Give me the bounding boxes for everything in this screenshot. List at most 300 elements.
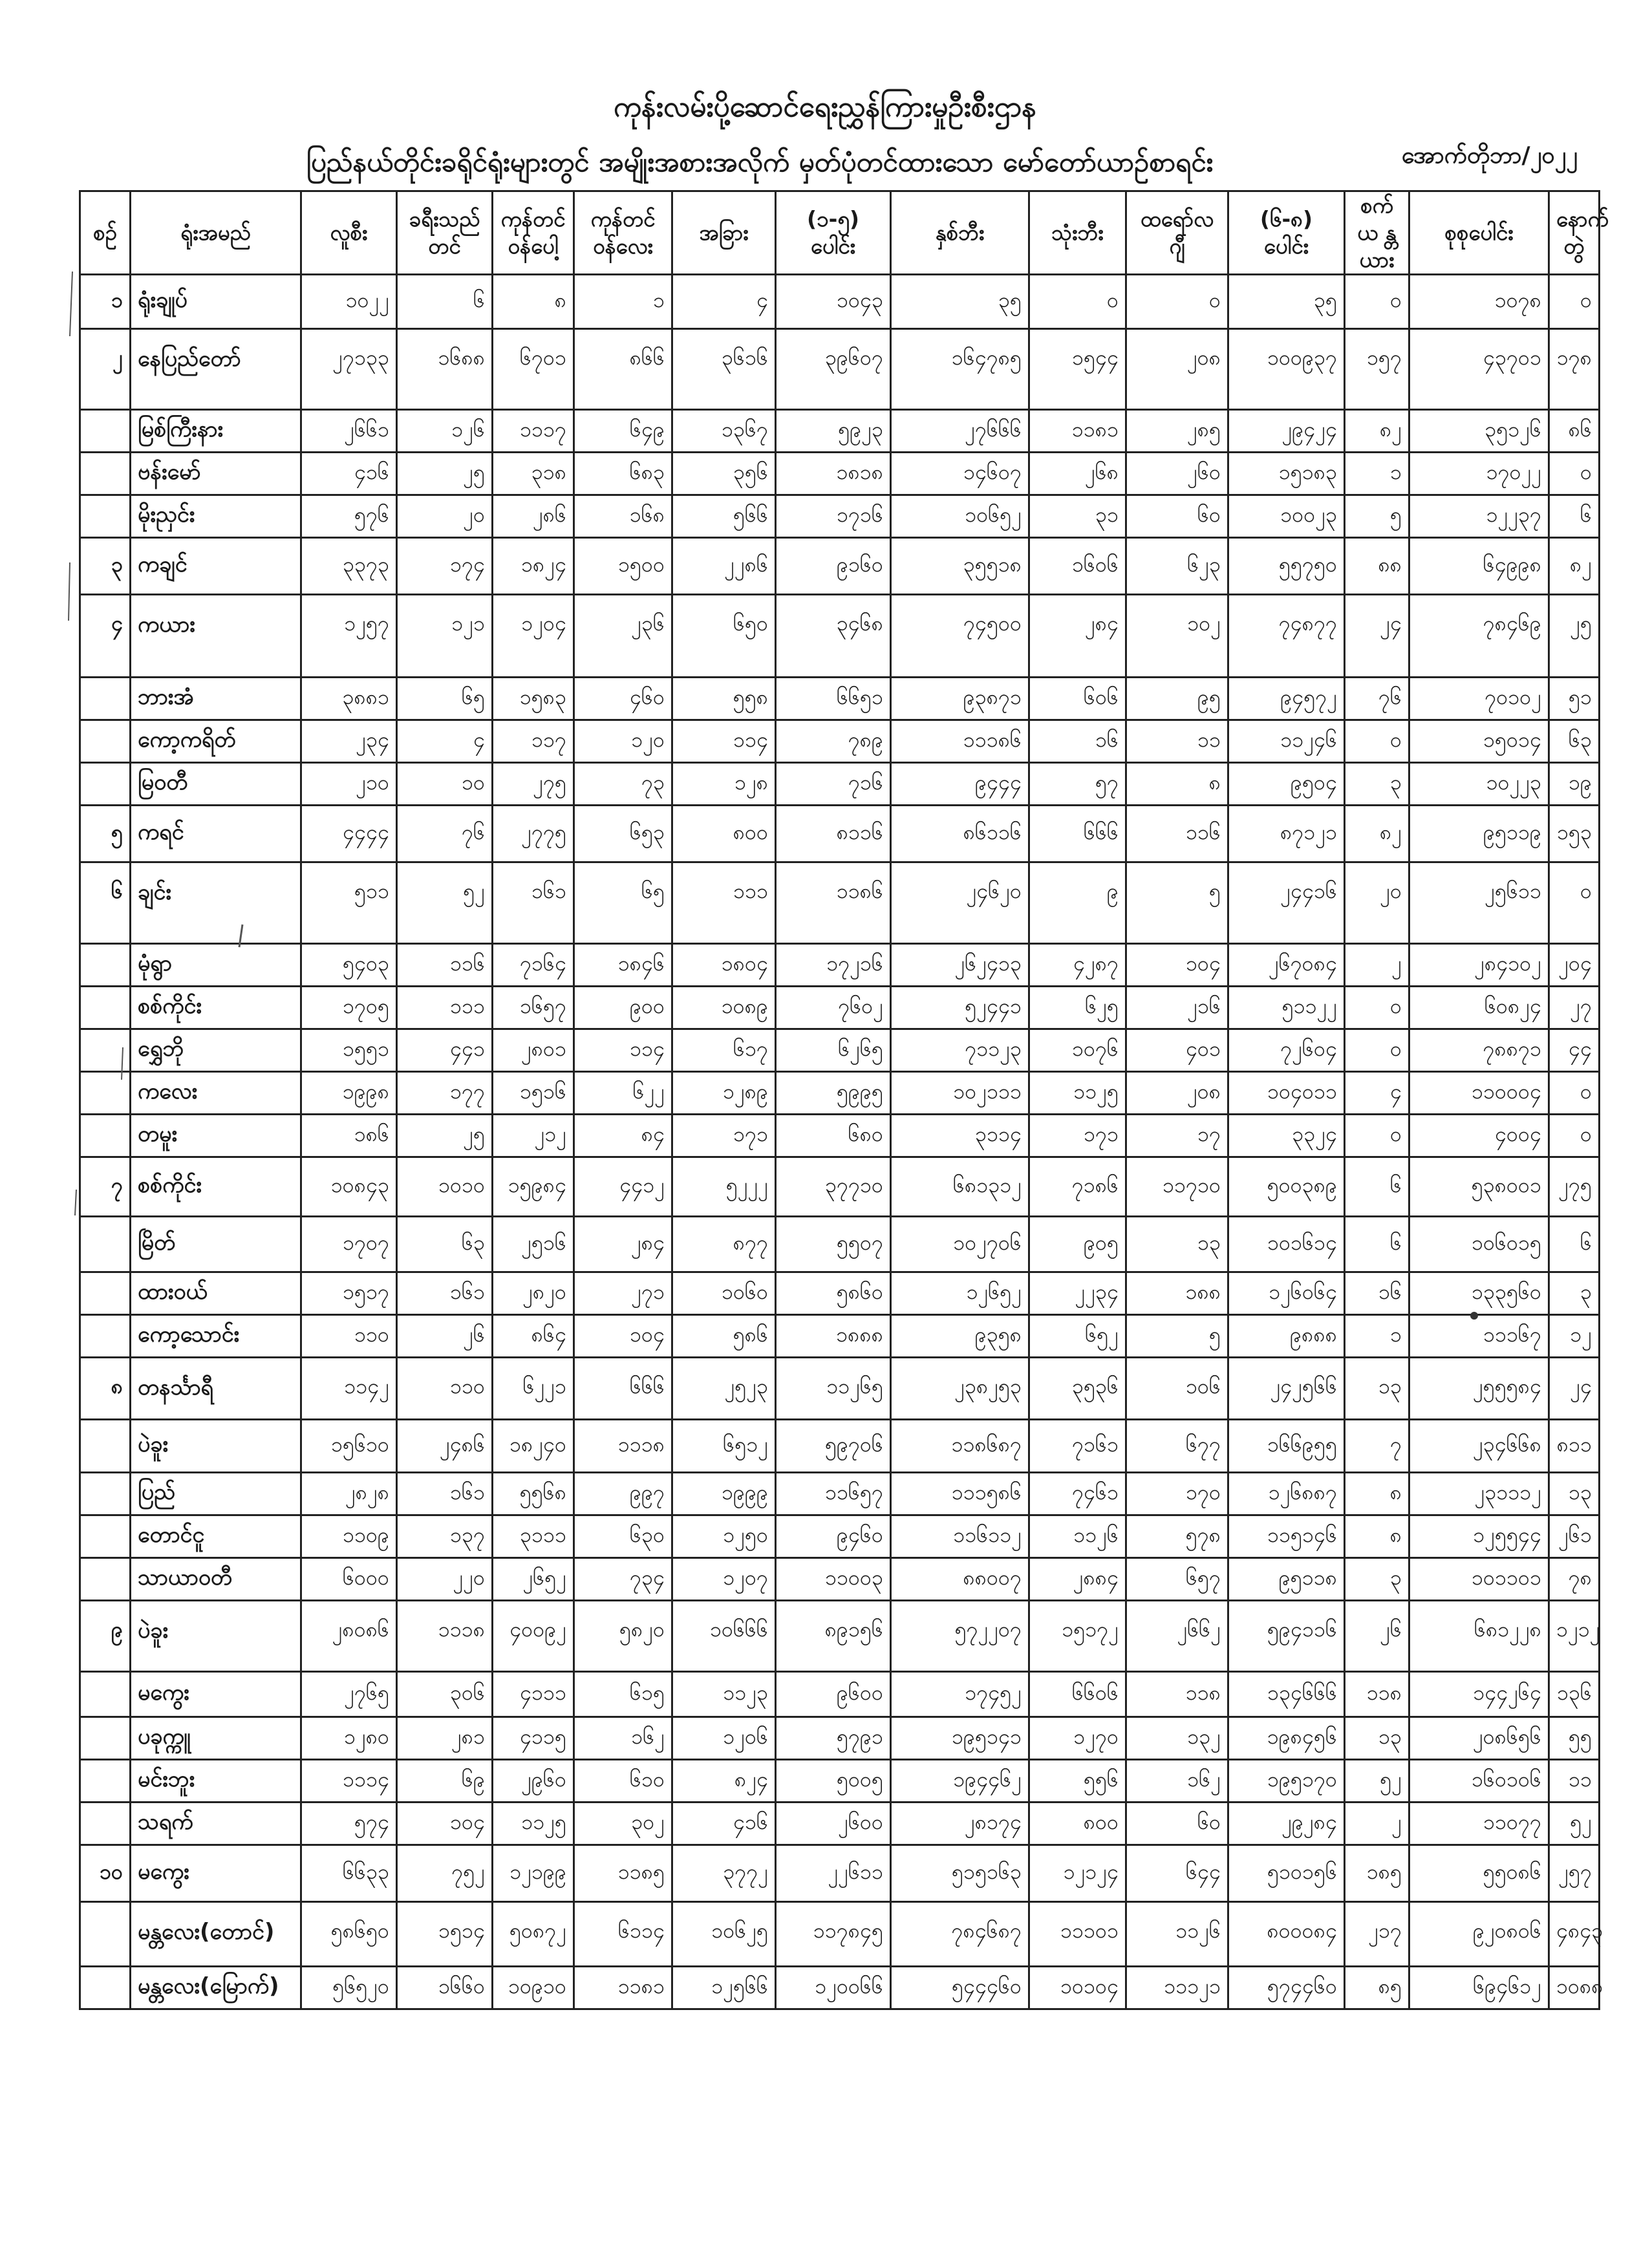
value-cell: ၃ — [1549, 1272, 1600, 1315]
value-cell: ၁၃၇ — [397, 1515, 493, 1558]
table-row — [80, 862, 1600, 944]
value-cell: ၃၀၆ — [397, 1672, 493, 1717]
value-cell: ၄၀၀၄ — [1409, 1115, 1549, 1157]
value-cell: ၁၁၈၁ — [574, 1967, 672, 2009]
value-cell: ၀ — [1549, 275, 1600, 329]
scan-mark — [70, 272, 72, 336]
value-cell: ၉၉၇ — [574, 1473, 672, 1515]
value-cell: ၁၅၈၃ — [493, 678, 574, 720]
value-cell: ၆၅ — [574, 862, 672, 944]
value-cell: ၆၁၇ — [672, 1029, 776, 1072]
value-cell: ၁၁၁၇ — [493, 410, 574, 453]
office-name-cell: ဘားအံ — [131, 678, 301, 720]
value-cell: ၂၅၁၆ — [493, 1217, 574, 1272]
value-cell: ၂၆၅၂ — [493, 1558, 574, 1601]
table-row — [80, 1672, 1600, 1717]
value-cell: ၈၀၀၀၈၄ — [1228, 1902, 1345, 1967]
value-cell: ၁၁၁၈၆ — [891, 720, 1029, 763]
value-cell: ၁၇၀၂၂ — [1409, 453, 1549, 495]
column-header: (၁-၅) ပေါင်း — [776, 191, 891, 275]
value-cell: ၅၂၂၂ — [672, 1157, 776, 1217]
value-cell: ၂၀၈ — [1126, 1072, 1228, 1115]
value-cell: ၁၀၇၈ — [1409, 275, 1549, 329]
value-cell: ၁၁၈၆၈၇ — [891, 1420, 1029, 1473]
value-cell: ၂၆၆၁ — [301, 410, 397, 453]
value-cell: ၁၁၄၂ — [301, 1358, 397, 1420]
value-cell: ၈၅ — [1345, 1967, 1409, 2009]
value-cell: ၀ — [1345, 720, 1409, 763]
office-name-cell: ပြည် — [131, 1473, 301, 1515]
value-cell: ၆၁၅ — [574, 1672, 672, 1717]
value-cell: ၆၆၆ — [1029, 806, 1126, 862]
serial-number-cell: ၇ — [80, 1157, 131, 1217]
value-cell: ၁၁၁၅၈၆ — [891, 1473, 1029, 1515]
value-cell: ၆၇၀၁ — [493, 329, 574, 410]
value-cell: ၁၂၆၀၆၄ — [1228, 1272, 1345, 1315]
value-cell: ၂၇၅ — [493, 763, 574, 806]
value-cell: ၈ — [1345, 1515, 1409, 1558]
value-cell: ၁၀၂၇၀၆ — [891, 1217, 1029, 1272]
value-cell: ၆၀ — [1126, 1803, 1228, 1845]
serial-number-cell: ၈ — [80, 1358, 131, 1420]
value-cell: ၁၅၁၇ — [301, 1272, 397, 1315]
value-cell: ၁၀၈၉ — [672, 987, 776, 1029]
table-row — [80, 453, 1600, 495]
value-cell: ၁၃၃၅၆၀ — [1409, 1272, 1549, 1315]
serial-number-cell — [80, 1115, 131, 1157]
value-cell: ၁၁၀ — [397, 1358, 493, 1420]
serial-number-cell: ၁ — [80, 275, 131, 329]
value-cell: ၂၇၇၅ — [493, 806, 574, 862]
table-row — [80, 678, 1600, 720]
table-row — [80, 1217, 1600, 1272]
value-cell: ၁၀ — [397, 763, 493, 806]
office-name-cell: တနင်္သာရီ — [131, 1358, 301, 1420]
value-cell: ၁၀၆၀၁၅ — [1409, 1217, 1549, 1272]
value-cell: ၁၅၁၆ — [493, 1072, 574, 1115]
value-cell: ၈၂၄ — [672, 1760, 776, 1803]
value-cell: ၅၆၆ — [672, 495, 776, 538]
value-cell: ၅၅၆ — [1029, 1760, 1126, 1803]
value-cell: ၁၇၂၁၆ — [776, 944, 891, 987]
value-cell: ၇၂၆၀၄ — [1228, 1029, 1345, 1072]
office-name-cell: ပခုက္ကူ — [131, 1717, 301, 1760]
value-cell: ၁၉၅၁၇၀ — [1228, 1760, 1345, 1803]
value-cell: ၇၆၀၂ — [776, 987, 891, 1029]
page-subtitle: ပြည်နယ်တိုင်းခရိုင်ရုံးများတွင် အမျိုးအစားအလိုက် မှတ်ပုံတင်ထားသော မော်တော်ယာဉ်စာရင်း — [306, 146, 1214, 178]
value-cell: ၁၈၄၆ — [574, 944, 672, 987]
value-cell: ၂၅၂၃ — [672, 1358, 776, 1420]
value-cell: ၁၅၀၁၄ — [1409, 720, 1549, 763]
value-cell: ၀ — [1029, 275, 1126, 329]
value-cell: ၁၁၂၅ — [1029, 1072, 1126, 1115]
value-cell: ၁၂ — [1549, 1315, 1600, 1358]
value-cell: ၂၁၀ — [301, 763, 397, 806]
value-cell: ၃၅၅၁၈ — [891, 538, 1029, 595]
value-cell: ၂၈၀၈၆ — [301, 1601, 397, 1672]
value-cell: ၁၁၆၁၁၂ — [891, 1515, 1029, 1558]
value-cell: ၂၄၂၅၆၆ — [1228, 1358, 1345, 1420]
value-cell: ၁၇၁ — [1029, 1115, 1126, 1157]
value-cell: ၄၀၁ — [1126, 1029, 1228, 1072]
value-cell: ၆၂၃ — [1126, 538, 1228, 595]
value-cell: ၇၅၂ — [397, 1845, 493, 1902]
value-cell: ၁၇၁ — [672, 1115, 776, 1157]
value-cell: ၁၂၀၀၆၆ — [776, 1967, 891, 2009]
value-cell: ၅၇ — [1029, 763, 1126, 806]
value-cell: ၂၂၆၁၁ — [776, 1845, 891, 1902]
value-cell: ၁၂၁၂၄ — [1029, 1845, 1126, 1902]
value-cell: ၁၁၁၂၁ — [1126, 1967, 1228, 2009]
value-cell: ၅၅ — [1549, 1717, 1600, 1760]
value-cell: ၁၁၆ — [1126, 806, 1228, 862]
column-header: လူစီး — [301, 191, 397, 275]
vehicle-registration-table — [79, 190, 1609, 2010]
table-body — [80, 275, 1603, 2009]
value-cell: ၁၆ — [1345, 1272, 1409, 1315]
value-cell: ၁၉၉၉ — [672, 1473, 776, 1515]
value-cell: ၄၃၇၀၁ — [1409, 329, 1549, 410]
value-cell: ၃၅၃၆ — [1029, 1358, 1126, 1420]
value-cell: ၁၂၇၀ — [1029, 1717, 1126, 1760]
value-cell: ၁၈၂၄၀ — [493, 1420, 574, 1473]
value-cell: ၄၁၁၁ — [493, 1672, 574, 1717]
value-cell: ၆၈၁၃၁၂ — [891, 1157, 1029, 1217]
value-cell: ၈၆၄ — [493, 1315, 574, 1358]
value-cell: ၃၃၂၄ — [1228, 1115, 1345, 1157]
serial-number-cell — [80, 763, 131, 806]
value-cell: ၁၂၈၉ — [672, 1072, 776, 1115]
value-cell: ၁၁၀ — [301, 1315, 397, 1358]
value-cell: ၀ — [1345, 1029, 1409, 1072]
serial-number-cell — [80, 1902, 131, 1967]
value-cell: ၁၀၂၁၁၁ — [891, 1072, 1029, 1115]
value-cell: ၁၀၁၁၀၁ — [1409, 1558, 1549, 1601]
value-cell: ၁၂၁၂ — [1549, 1601, 1600, 1672]
value-cell: ၄၁၁၅ — [493, 1717, 574, 1760]
value-cell: ၉၃၅၈ — [891, 1315, 1029, 1358]
value-cell: ၅၆၅၂၀ — [301, 1967, 397, 2009]
value-cell: ၆ — [1345, 1217, 1409, 1272]
value-cell: ၁၅၄၄ — [1029, 329, 1126, 410]
value-cell: ၁၃ — [1126, 1217, 1228, 1272]
value-cell: ၂၀ — [1345, 862, 1409, 944]
value-cell: ၁၁၀၀၃ — [776, 1558, 891, 1601]
value-cell: ၁၀၂၂၃ — [1409, 763, 1549, 806]
office-name-cell: မြစ်ကြီးနား — [131, 410, 301, 453]
value-cell: ၉၄၄၄ — [891, 763, 1029, 806]
value-cell: ၇၄၈၇၇ — [1228, 595, 1345, 678]
value-cell: ၄ — [672, 275, 776, 329]
value-cell: ၁၄၆၀၇ — [891, 453, 1029, 495]
value-cell: ၁၁၇၁၀ — [1126, 1157, 1228, 1217]
value-cell: ၁၂၀၄ — [493, 595, 574, 678]
value-cell: ၁၁၈၁ — [1029, 410, 1126, 453]
serial-number-cell — [80, 987, 131, 1029]
value-cell: ၇၈၄၆၉ — [1409, 595, 1549, 678]
scan-mark — [69, 562, 70, 621]
value-cell: ၆၀၆ — [1029, 678, 1126, 720]
office-name-cell: တောင်ငူ — [131, 1515, 301, 1558]
value-cell: ၅၂၄၄၁ — [891, 987, 1029, 1029]
value-cell: ၆၃၀ — [574, 1515, 672, 1558]
value-cell: ၄ — [1345, 1072, 1409, 1115]
value-cell: ၈၆၁၁၆ — [891, 806, 1029, 862]
value-cell: ၁၆၈၈ — [397, 329, 493, 410]
value-cell: ၁၁၁ — [397, 987, 493, 1029]
value-cell: ၂၂၈၆ — [672, 538, 776, 595]
value-cell: ၃၃၇၃ — [301, 538, 397, 595]
column-header: ကုန်တင် ဝန်လေး — [574, 191, 672, 275]
serial-number-cell — [80, 1967, 131, 2009]
value-cell: ၂၆၆၂ — [1126, 1601, 1228, 1672]
value-cell: ၁၁၈၅ — [574, 1845, 672, 1902]
office-name-cell: မကွေး — [131, 1845, 301, 1902]
value-cell: ၃ — [1345, 763, 1409, 806]
office-name-cell: ပဲခူး — [131, 1420, 301, 1473]
value-cell: ၁၀၆၆၆ — [672, 1601, 776, 1672]
column-header: စုစုပေါင်း — [1409, 191, 1549, 275]
value-cell: ၄၈၄၃ — [1549, 1902, 1600, 1967]
value-cell: ၁၉၈၄၅၆ — [1228, 1717, 1345, 1760]
value-cell: ၈၈ — [1345, 538, 1409, 595]
value-cell: ၁၅၇ — [1345, 329, 1409, 410]
value-cell: ၆၅ — [397, 678, 493, 720]
office-name-cell: သာယာဝတီ — [131, 1558, 301, 1601]
value-cell: ၁၆၁ — [397, 1272, 493, 1315]
value-cell: ၀ — [1549, 1115, 1600, 1157]
serial-number-cell — [80, 1272, 131, 1315]
value-cell: ၂၆၀၀ — [776, 1803, 891, 1845]
column-header: (၆-၈) ပေါင်း — [1228, 191, 1345, 275]
value-cell: ၅၄၄၄၆၀ — [891, 1967, 1029, 2009]
value-cell: ၁၁၅၁၄၆ — [1228, 1515, 1345, 1558]
serial-number-cell — [80, 1473, 131, 1515]
value-cell: ၅၀၀၅ — [776, 1760, 891, 1803]
value-cell: ၅၈၆၅၀ — [301, 1902, 397, 1967]
value-cell: ၁၇၇ — [397, 1072, 493, 1115]
value-cell: ၅၇၉၁ — [776, 1717, 891, 1760]
value-cell: ၇၁၆၄ — [493, 944, 574, 987]
value-cell: ၇၁၈၆ — [1029, 1157, 1126, 1217]
value-cell: ၅၁၁ — [301, 862, 397, 944]
scan-mark — [75, 1190, 76, 1215]
serial-number-cell: ၄ — [80, 595, 131, 678]
value-cell: ၇၁၆ — [776, 763, 891, 806]
value-cell: ၁ — [1345, 1315, 1409, 1358]
value-cell: ၈၀၀ — [1029, 1803, 1126, 1845]
value-cell: ၀ — [1549, 1072, 1600, 1115]
value-cell: ၁၁၁၀၁ — [1029, 1902, 1126, 1967]
value-cell: ၂၈၄ — [1029, 595, 1126, 678]
value-cell: ၇၄၅၀၀ — [891, 595, 1029, 678]
serial-number-cell — [80, 1717, 131, 1760]
serial-number-cell — [80, 720, 131, 763]
page-title: ကုန်းလမ်းပို့ဆောင်ရေးညွှန်ကြားမှုဦးစီးဌာန — [613, 91, 1037, 123]
value-cell: ၁၈၀၄ — [672, 944, 776, 987]
serial-number-cell: ၆ — [80, 862, 131, 944]
value-cell: ၁၁၈ — [1345, 1672, 1409, 1717]
table-row — [80, 275, 1600, 329]
value-cell: ၃၀၂ — [574, 1803, 672, 1845]
table-row — [80, 1601, 1600, 1672]
value-cell: ၁၃ — [1345, 1358, 1409, 1420]
table-row — [80, 1558, 1600, 1601]
value-cell: ၁ — [574, 275, 672, 329]
value-cell: ၁၁၂၅ — [493, 1803, 574, 1845]
value-cell: ၈၉၁၅၆ — [776, 1601, 891, 1672]
value-cell: ၈၆၆ — [574, 329, 672, 410]
value-cell: ၆၀၈၂၄ — [1409, 987, 1549, 1029]
value-cell: ၁၀၂ — [1126, 595, 1228, 678]
value-cell: ၁၇၀ — [1126, 1473, 1228, 1515]
value-cell: ၈၄ — [574, 1115, 672, 1157]
value-cell: ၁၂၈ — [672, 763, 776, 806]
value-cell: ၁၅၆၁၀ — [301, 1420, 397, 1473]
serial-number-cell — [80, 1420, 131, 1473]
value-cell: ၃၉၆၀၇ — [776, 329, 891, 410]
value-cell: ၂၀၈ — [1126, 329, 1228, 410]
value-cell: ၆ — [397, 275, 493, 329]
value-cell: ၂၄ — [1345, 595, 1409, 678]
office-name-cell: သရက် — [131, 1803, 301, 1845]
value-cell: ၄၄ — [1549, 1029, 1600, 1072]
value-cell: ၈၆ — [1549, 410, 1600, 453]
value-cell: ၆၅၀ — [672, 595, 776, 678]
value-cell: ၂၅ — [397, 1115, 493, 1157]
office-name-cell: ချင်း — [131, 862, 301, 944]
value-cell: ၆၁၁၄ — [574, 1902, 672, 1967]
value-cell: ၁၁၀၀၀၄ — [1409, 1072, 1549, 1115]
value-cell: ၉၁၆၀ — [776, 538, 891, 595]
office-name-cell: ကယား — [131, 595, 301, 678]
table-row — [80, 329, 1600, 410]
value-cell: ၁၆၁ — [493, 862, 574, 944]
value-cell: ၅၅၀၇ — [776, 1217, 891, 1272]
value-cell: ၁၁၇၈၄၅ — [776, 1902, 891, 1967]
value-cell: ၆ — [1549, 495, 1600, 538]
value-cell: ၅၈၂၀ — [574, 1601, 672, 1672]
value-cell: ၁၂၂၃၇ — [1409, 495, 1549, 538]
office-name-cell: မန္တလေး(တောင်) — [131, 1902, 301, 1967]
value-cell: ၁၀၈၈ — [1549, 1967, 1600, 2009]
value-cell: ၅ — [1126, 1315, 1228, 1358]
value-cell: ၉၅၀၄ — [1228, 763, 1345, 806]
table-row — [80, 538, 1600, 595]
value-cell: ၁၀၁၆၁၄ — [1228, 1217, 1345, 1272]
value-cell: ၂၈၀၁ — [493, 1029, 574, 1072]
value-cell: ၂၆၁ — [1549, 1515, 1600, 1558]
value-cell: ၂၄၆၂၀ — [891, 862, 1029, 944]
value-cell: ၁၈၁၈ — [776, 453, 891, 495]
value-cell: ၆၄၄ — [1126, 1845, 1228, 1902]
value-cell: ၁၀၀၉၃၇ — [1228, 329, 1345, 410]
value-cell: ၁၉၉၈ — [301, 1072, 397, 1115]
value-cell: ၁၅၁၇၂ — [1029, 1601, 1126, 1672]
serial-number-cell — [80, 1315, 131, 1358]
value-cell: ၁၅၃ — [1549, 806, 1600, 862]
table-row — [80, 1760, 1600, 1803]
office-name-cell: နေပြည်တော် — [131, 329, 301, 410]
office-name-cell: စစ်ကိုင်း — [131, 987, 301, 1029]
value-cell: ၅ — [1126, 862, 1228, 944]
table-row — [80, 1803, 1600, 1845]
value-cell: ၁၁၀၇၇ — [1409, 1803, 1549, 1845]
value-cell: ၁၂၀၇ — [672, 1558, 776, 1601]
value-cell: ၂၅၆၁၁ — [1409, 862, 1549, 944]
table-row — [80, 1717, 1600, 1760]
value-cell: ၁၁၁၈ — [397, 1601, 493, 1672]
value-cell: ၆၀ — [1126, 495, 1228, 538]
office-name-cell: တမူး — [131, 1115, 301, 1157]
value-cell: ၆၃ — [1549, 720, 1600, 763]
value-cell: ၀ — [1549, 862, 1600, 944]
value-cell: ၃၄၆၈ — [776, 595, 891, 678]
value-cell: ၅၅၈ — [672, 678, 776, 720]
value-cell: ၂၈၄၁၀၂ — [1409, 944, 1549, 987]
table-row — [80, 987, 1600, 1029]
value-cell: ၇၆ — [397, 806, 493, 862]
value-cell: ၂၁၆ — [1126, 987, 1228, 1029]
value-cell: ၉၀၀ — [574, 987, 672, 1029]
value-cell: ၂၄၈၆ — [397, 1420, 493, 1473]
value-cell: ၆၆၀၆ — [1029, 1672, 1126, 1717]
value-cell: ၂၆၂၄၁၃ — [891, 944, 1029, 987]
value-cell: ၁၀၄၀၁၁ — [1228, 1072, 1345, 1115]
value-cell: ၅၂ — [397, 862, 493, 944]
value-cell: ၂၆၀ — [1126, 453, 1228, 495]
value-cell: ၅၇၄၄၆၀ — [1228, 1967, 1345, 2009]
serial-number-cell — [80, 1558, 131, 1601]
value-cell: ၆၄၉၉၈ — [1409, 538, 1549, 595]
table-row — [80, 763, 1600, 806]
value-cell: ၇၈၈၇၁ — [1409, 1029, 1549, 1072]
value-cell: ၁၇၀၅ — [301, 987, 397, 1029]
value-cell: ၄၄၄၄ — [301, 806, 397, 862]
value-cell: ၈၁၁၆ — [776, 806, 891, 862]
value-cell: ၈၈၀၀၇ — [891, 1558, 1029, 1601]
value-cell: ၁၀၄ — [1126, 944, 1228, 987]
value-cell: ၅ — [1345, 495, 1409, 538]
value-cell: ၂၆၇၀၈၄ — [1228, 944, 1345, 987]
serial-number-cell — [80, 410, 131, 453]
value-cell: ၆၀၀၀ — [301, 1558, 397, 1601]
value-cell: ၆ — [1345, 1157, 1409, 1217]
value-cell: ၈၁၁ — [1549, 1420, 1600, 1473]
serial-number-cell — [80, 1072, 131, 1115]
value-cell: ၂၃၄၆၆၈ — [1409, 1420, 1549, 1473]
value-cell: ၁၁၂၆၅ — [776, 1358, 891, 1420]
value-cell: ၀ — [1345, 275, 1409, 329]
value-cell: ၈၀၀ — [672, 806, 776, 862]
value-cell: ၃၁၁၁ — [493, 1515, 574, 1558]
value-cell: ၅၁၀၁၅၆ — [1228, 1845, 1345, 1902]
value-cell: ၄၆၀ — [574, 678, 672, 720]
table-header-row — [80, 191, 1600, 275]
value-cell: ၉၀၅ — [1029, 1217, 1126, 1272]
value-cell: ၁၆၆၉၅၅ — [1228, 1420, 1345, 1473]
serial-number-cell — [80, 495, 131, 538]
value-cell: ၁၈၅ — [1345, 1845, 1409, 1902]
value-cell: ၇၃ — [574, 763, 672, 806]
value-cell: ၅၁၁၂၂ — [1228, 987, 1345, 1029]
value-cell: ၈ — [1345, 1473, 1409, 1515]
table-row — [80, 1420, 1600, 1473]
table-row — [80, 1967, 1600, 2009]
value-cell: ၂၇၁ — [574, 1272, 672, 1315]
value-cell: ၁၀၁၀ — [397, 1157, 493, 1217]
value-cell: ၂၈၂၀ — [493, 1272, 574, 1315]
